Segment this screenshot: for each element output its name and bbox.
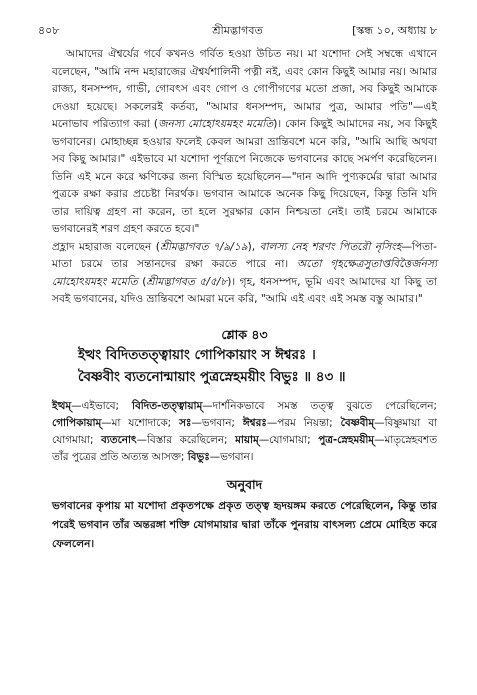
- purport-text: —পিতা-মাতা চরমে তার সন্তানদের রক্ষা করতে পারে না।: [52, 240, 437, 270]
- synonym-term: ঈশ্বরঃ: [242, 416, 267, 429]
- synonym-meaning: —বিষ্ণুমায়া বা যোগমায়া;: [52, 416, 437, 446]
- synonym-meaning: —মাতৃস্নেহবশত তাঁর পুত্রের প্রতি অত্যন্ত আসক্ত;: [52, 433, 437, 463]
- purport-text: )। গৃহ, ধনসম্পদ, ভূমি এবং আমাদের যা কিছু তা সবই ভগবানের, যদিও ভ্রান্তিবশে আমরা মনে করি, "আমি এই এবং এই সমস্ত বস্তু আমার।": [52, 275, 437, 305]
- synonym-term: পুত্র-স্নেহময়ীম্: [318, 433, 375, 446]
- page-body: [52, 46, 437, 554]
- synonym-term: মায়াম্: [235, 433, 259, 446]
- synonym-term: বৈষ্ণবীম্: [340, 416, 375, 429]
- purport-quote: অতো গৃহক্ষেত্রসুতাপ্তবিত্তৈর্জনস্য মোহোঽয়মহং মমেতি: [52, 258, 437, 288]
- purport-text: প্রহ্লাদ মহারাজ বলেছেন (: [52, 240, 160, 253]
- synonym-term: ব্যতনোৎ: [101, 433, 137, 446]
- purport-text: ),: [247, 240, 260, 253]
- purport-paragraph-1: [52, 46, 437, 239]
- book-title: শ্রীমদ্ভাগবত: [212, 24, 263, 37]
- synonym-meaning: —ভগবান;: [191, 416, 243, 429]
- synonym-meaning: —বিস্তার করেছিলেন;: [136, 433, 236, 446]
- sloka-line-1: ইত্থং বিদিততত্ত্বায়াং গোপিকায়াং স ঈশ্বরঃ ।: [78, 346, 316, 363]
- section-reference: [স্কন্ধ ১০, অধ্যায় ৮: [352, 24, 437, 37]
- synonym-term: ইত্থম্: [52, 399, 72, 412]
- synonym-meaning: —দার্শনিকভাবে সমস্ত তত্ত্ব বুঝতে পেরেছিলেন;: [202, 399, 438, 412]
- purport-text: আমাদের ঐশ্বর্যের গর্বে কখনও গর্বিত হওয়া উচিত নয়। মা যশোদা সেই সম্বন্ধে এখানে বলেছেন, "আমি নন্দ মহারাজের ঐশ্বর্যশালিনী পত্নী নই, এবং কোন কিছুই আমার নয়। আমার রাজ্য, ধনসম্পদ, গাভী, গোবৎস এবং গোপ ও গোপীগণের মতো প্রজা, সব কিছুই আমাকে দেওয়া হয়েছে। সকলেরই কর্তব্য, "আমার ধনসম্পদ, আমার পুত্র, আমার পতি"—এই মনোভাব পরিত্যাগ করা (: [52, 48, 437, 130]
- purport-text: (: [137, 275, 147, 288]
- sloka-heading: শ্লোক ৪৩: [221, 326, 268, 342]
- synonym-meaning: —ভগবান।: [209, 450, 254, 463]
- scripture-reference: শ্রীমদ্ভাগবত ৭/৯/১৯: [159, 240, 248, 253]
- purport-quote: জনস্য মোহোঽয়মহং মমেতি: [158, 118, 274, 130]
- synonym-term: বিভুঃ: [187, 450, 210, 463]
- synonym-meaning: —মা যশোদাকে;: [101, 416, 180, 429]
- synonym-meaning: —যোগমায়া;: [258, 433, 319, 446]
- synonym-term: গোপিকায়াম্: [52, 416, 102, 429]
- synonym-meaning: —এইভাবে;: [71, 399, 133, 412]
- translation-heading: অনুবাদ: [226, 476, 263, 492]
- translation-text: ভগবানের কৃপায় মা যশোদা প্রকৃতপক্ষে প্রকৃত তত্ত্ব হৃদয়ঙ্গম করতে পেরেছিলেন, কিন্তু তার পরেই ভগবান তাঁর অন্তরঙ্গা শক্তি যোগমায়ার দ্বারা তাঁকে পুনরায় বাৎসল্য প্রেমে মোহিত করে ফেললেন।: [52, 499, 437, 550]
- synonyms-paragraph: [52, 398, 437, 466]
- scripture-reference: শ্রীমদ্ভাগবত ৫/৫/৮: [146, 275, 228, 288]
- purport-paragraph-2: [52, 239, 437, 309]
- page-number: ৪০৮: [38, 24, 60, 37]
- synonym-term: বিদিত-তত্ত্বায়াম্: [132, 399, 203, 412]
- purport-quote: বালস্য নেহ শরণং পিতরৌ নৃসিংহ: [259, 240, 402, 253]
- sloka-line-2: বৈষ্ণবীং ব্যতনোন্মায়াং পুত্রস্নেহময়ীং বিভুঃ ॥ ৪৩ ॥: [78, 368, 346, 385]
- page-header: [38, 22, 437, 38]
- synonym-term: সঃ: [179, 416, 192, 429]
- purport-text: )। কোন কিছুই আমাদের নয়, সব কিছুই ভগবানের। মোহাচ্ছন্ন হওয়ার ফলেই কেবল আমরা ভ্রান্তিবশে মনে করি, "আমি আছি অথবা সব কিছু আমার।" এইভাবে মা যশোদা পূর্ণরূপে নিজেকে ভগবানের কাছে সমর্পণ করেছিলেন। তিনি এই মনে করে ক্ষণিকের জন্য বিস্মিত হয়েছিলেন—"দান আদি পুণ্যকর্মের দ্বারা আমার পুত্রকে রক্ষা করার প্রচেষ্টা নিরর্থক। ভগবান আমাকে অনেক কিছু দিয়েছেন, কিন্তু তিনি যদি তার দায়িত্ব গ্রহণ না করেন, তা হলে সুরক্ষার কোন নিশ্চয়তা নেই। তাই চরমে আমাকে ভগবানেরই শরণ গ্রহণ করতে হবে।": [52, 118, 438, 235]
- synonym-meaning: —পরম নিয়ন্তা;: [266, 416, 341, 429]
